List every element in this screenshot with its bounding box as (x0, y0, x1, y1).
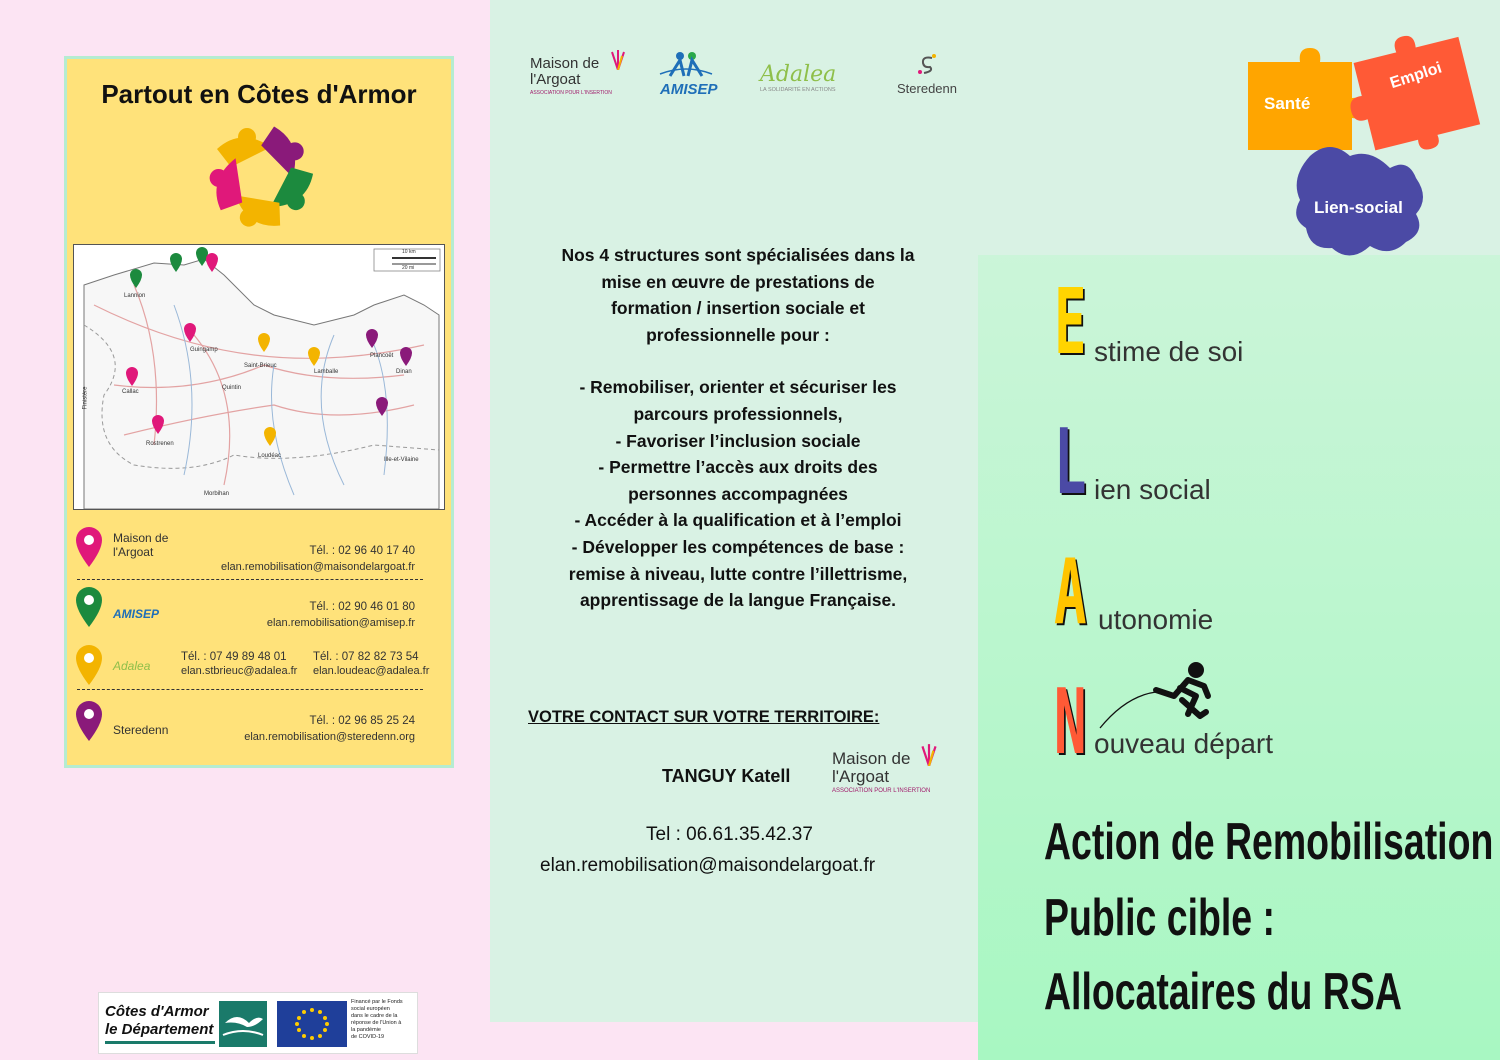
intro-line: professionnelle pour : (646, 324, 830, 345)
contact-logo-name: Maison de l'Argoat (832, 749, 911, 786)
eu-text-line: social européen (351, 1006, 390, 1012)
maison-argoat-partner-logo (530, 56, 630, 96)
map-pin-yellow (258, 333, 270, 352)
intro-line: Nos 4 structures sont spécialisées dans la (561, 245, 915, 265)
adalea-logo: Adalea (113, 659, 151, 673)
elan-letter-e: E (1054, 270, 1087, 375)
map-pin-purple (366, 329, 378, 348)
flower-icon (920, 742, 938, 766)
steredenn-logo: Steredenn (113, 723, 169, 737)
map-pin-yellow (264, 427, 276, 446)
map-label-lannion: Lannion (124, 293, 146, 299)
contact-tel: Tel : 06.61.35.42.37 (646, 824, 813, 845)
map-pin-pink (126, 367, 138, 386)
intro-line: - Favoriser l’inclusion sociale (615, 430, 861, 451)
steredenn-name: Steredenn (897, 81, 957, 96)
people-circle-logo-icon (205, 121, 317, 233)
funding-logos (98, 992, 418, 1054)
structure-steredenn (73, 699, 443, 759)
adalea-partner-logo (760, 62, 870, 93)
maison-argoat-name: Maison de l'Argoat (530, 55, 600, 88)
structures-intro-text (520, 242, 956, 614)
amisep-partner-logo (656, 50, 726, 98)
map-pin-green (170, 253, 182, 272)
map-pin-pink (152, 415, 164, 434)
adalea-mail-loudeac: elan.loudeac@adalea.fr (313, 665, 430, 677)
map-label-guingamp: Guingamp (190, 347, 218, 353)
eu-flag-icon (277, 1001, 347, 1047)
location-pin-green-icon (75, 587, 103, 627)
structure-mail: elan.remobilisation@amisep.fr (266, 617, 415, 629)
structure-tel: Tél. : 02 96 40 17 40 (309, 545, 415, 557)
map-label-plancoet: Plancoët (370, 353, 394, 359)
contact-maison-argoat-logo (832, 750, 942, 794)
steredenn-swirl-icon (914, 52, 940, 78)
map-pin-green (130, 269, 142, 288)
cotes-darmor-map (73, 244, 445, 510)
contact-logo-sub: ASSOCIATION POUR L'INSERTION (832, 788, 931, 794)
puzzle-piece-emploi (1337, 28, 1483, 165)
elan-word-nouveau: ouveau départ (1094, 728, 1274, 759)
eu-text-line: Financé par le Fonds (351, 999, 403, 1005)
adalea-sub: LA SOLIDARITÉ EN ACTIONS (760, 87, 836, 93)
elan-letter-a: A (1054, 540, 1087, 645)
map-pin-yellow (308, 347, 320, 366)
amisep-name: AMISEP (660, 81, 718, 98)
structure-mail: elan.remobilisation@steredenn.org (244, 731, 415, 743)
map-label-dinan: Dinan (396, 369, 412, 375)
elan-letter-n: N (1054, 670, 1087, 775)
map-pins (74, 245, 444, 509)
contact-mail: elan.remobilisation@maisondelargoat.fr (540, 855, 876, 876)
eu-funding-text (351, 999, 413, 1041)
map-scale-mi: 20 mi (402, 265, 415, 271)
intro-line: mise en œuvre de prestations de (601, 271, 875, 292)
cotes-darmor-bird-icon (219, 1001, 267, 1047)
dept-underline (105, 1041, 215, 1044)
steredenn-partner-logo (892, 52, 962, 96)
puzzle-label-lien-social: Lien-social (1314, 198, 1403, 217)
locations-card (64, 56, 454, 768)
location-pin-purple-icon (75, 701, 103, 741)
elan-letter-l: L (1054, 410, 1087, 515)
eu-text-line: dans le cadre de la (351, 1013, 398, 1019)
map-label-quintin: Quintin (222, 385, 242, 391)
adalea-mail-stbrieuc: elan.stbrieuc@adalea.fr (181, 665, 298, 677)
structure-tel: Tél. : 02 90 46 01 80 (309, 601, 415, 613)
eu-text-line: de COVID-19 (351, 1034, 385, 1040)
elan-word-lien: ien social (1094, 474, 1211, 505)
intro-line: - Développer les compétences de base : (571, 536, 905, 557)
intro-line (520, 348, 956, 374)
map-label-lamballe: Lamballe (314, 369, 339, 375)
dept-name: Côtes d'Armor (105, 1003, 209, 1020)
adalea-tel-loudeac: Tél. : 07 82 82 73 54 (313, 651, 419, 663)
elan-word-estime: stime de soi (1094, 336, 1244, 367)
elan-word-autonomie: utonomie (1098, 604, 1214, 635)
amisep-people-icon (656, 50, 716, 78)
intro-line: personnes accompagnées (628, 483, 848, 504)
puzzle-label-sante: Santé (1264, 94, 1311, 113)
map-pin-green (196, 247, 208, 266)
structure-maison-argoat (73, 525, 443, 585)
structure-adalea (73, 643, 443, 703)
map-label-rostrenen: Rostrenen (146, 441, 174, 447)
maison-argoat-logo: Maison de l'Argoat (113, 531, 169, 559)
headline-action: Action de Remobilisation (1044, 813, 1494, 871)
map-label-finistere: Finistère (82, 386, 89, 410)
dashed-separator (77, 689, 423, 690)
headline-public: Public cible : (1044, 889, 1275, 947)
flower-icon (610, 48, 626, 70)
puzzle-pieces-illustration (1240, 28, 1490, 268)
map-label-ille-et-vilaine: Ille-et-Vilaine (384, 457, 419, 463)
contact-heading: VOTRE CONTACT SUR VOTRE TERRITOIRE: (528, 708, 880, 726)
dept-sub: le Département (105, 1021, 214, 1038)
map-label-callac: Callac (122, 389, 139, 395)
intro-line: apprentissage de la langue Française. (579, 590, 897, 611)
eu-text-line: réponse de l'Union à (351, 1020, 402, 1026)
maison-argoat-sub: ASSOCIATION POUR L'INSERTION (530, 90, 612, 96)
eu-text-line: la pandémie (351, 1027, 381, 1033)
map-pin-pink (184, 323, 196, 342)
intro-line: remise à niveau, lutte contre l’illettrisme, (568, 563, 908, 584)
dashed-separator (77, 579, 423, 580)
intro-line: - Permettre l’accès aux droits des (598, 457, 878, 478)
amisep-logo: AMISEP (113, 607, 160, 621)
structure-tel: Tél. : 02 96 85 25 24 (309, 715, 415, 727)
structure-amisep (73, 585, 443, 645)
jumping-person-icon (1096, 656, 1216, 732)
adalea-name: Adalea (760, 62, 837, 87)
location-pin-pink-icon (75, 527, 103, 567)
intro-line: parcours professionnels, (633, 403, 843, 424)
headline-allocataires: Allocataires du RSA (1044, 963, 1402, 1021)
map-pin-purple (376, 397, 388, 416)
middle-bottom-strip (490, 1022, 980, 1060)
map-scale-km: 10 km (402, 249, 416, 255)
puzzle-label-emploi: Emploi (1388, 59, 1444, 93)
structure-mail: elan.remobilisation@maisondelargoat.fr (221, 561, 415, 573)
intro-line: formation / insertion sociale et (611, 298, 865, 319)
location-pin-yellow-icon (75, 645, 103, 685)
map-label-saint-brieuc: Saint-Brieuc (244, 363, 277, 369)
map-pin-purple (400, 347, 412, 366)
map-label-loudeac: Loudéac (258, 453, 282, 459)
intro-line: - Remobiliser, orienter et sécuriser les (579, 377, 897, 398)
adalea-tel-stbrieuc: Tél. : 07 49 89 48 01 (181, 651, 287, 663)
intro-line: - Accéder à la qualification et à l’emploi (574, 510, 902, 531)
map-pin-pink (206, 253, 218, 272)
map-label-morbihan: Morbihan (204, 491, 230, 497)
card-title: Partout en Côtes d'Armor (101, 79, 417, 109)
contact-name: TANGUY Katell (662, 766, 791, 786)
